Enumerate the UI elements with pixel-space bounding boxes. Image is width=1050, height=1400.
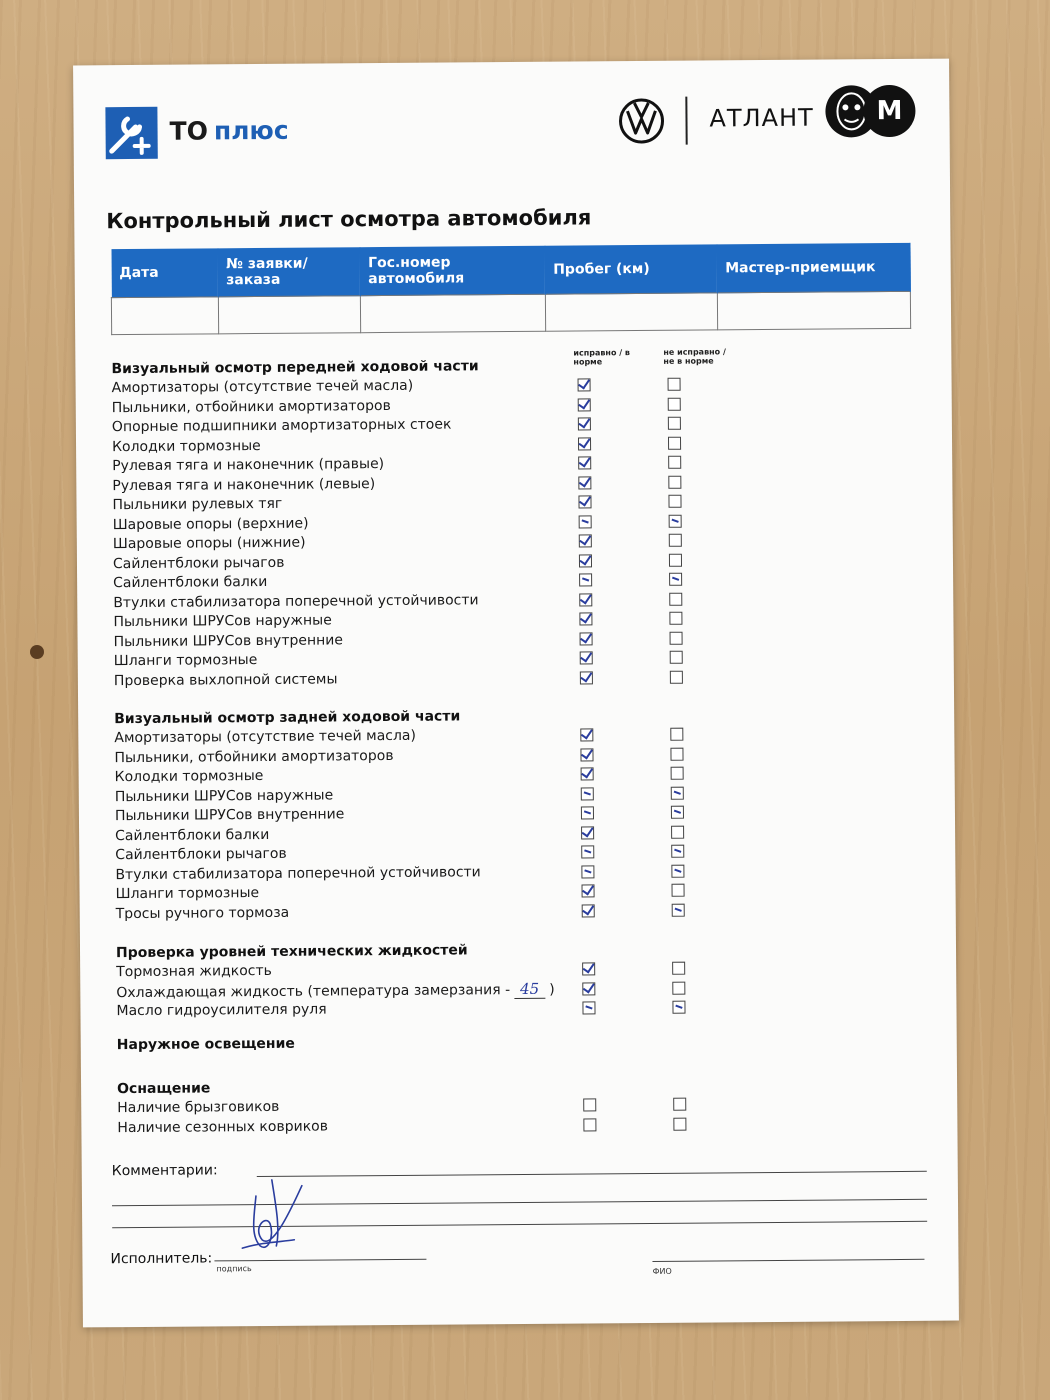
checklist-item-label: Наличие сезонных ковриков bbox=[117, 1117, 329, 1136]
not-ok-checkbox[interactable] bbox=[670, 651, 683, 664]
ok-checkbox[interactable] bbox=[581, 826, 594, 839]
col-service-advisor: Мастер-приемщик bbox=[716, 243, 910, 293]
not-ok-checkbox[interactable] bbox=[673, 1117, 686, 1130]
ok-checkbox[interactable] bbox=[578, 456, 591, 469]
checklist-item-label: Рулевая тяга и наконечник (правые) bbox=[112, 456, 385, 475]
not-ok-checkbox[interactable] bbox=[668, 397, 681, 410]
checklist-section bbox=[114, 703, 896, 924]
checklist-item-label: Шаровые опоры (нижние) bbox=[112, 534, 306, 553]
checklist-item-label: Пыльники ШРУСов внутренние bbox=[113, 631, 344, 650]
checklist-item-label: Пыльники ШРУСов внутренние bbox=[114, 806, 345, 825]
not-ok-checkbox[interactable] bbox=[672, 981, 685, 994]
volkswagen-logo-icon bbox=[617, 97, 665, 145]
checklist-section bbox=[116, 937, 897, 1022]
ok-checkbox[interactable] bbox=[582, 904, 595, 917]
ok-checkbox[interactable] bbox=[578, 495, 591, 508]
col-plate-number: Гос.номер автомобиля bbox=[359, 246, 544, 296]
ok-checkbox[interactable] bbox=[580, 651, 593, 664]
not-ok-checkbox[interactable] bbox=[671, 864, 684, 877]
section-title: Проверка уровней технических жидкостей bbox=[115, 942, 468, 962]
checklist-item-label: Охлаждающая жидкость (температура замерзания - bbox=[116, 981, 511, 1001]
plate-number-field[interactable] bbox=[360, 294, 545, 332]
checklist-item-label: Втулки стабилизатора поперечной устойчивости bbox=[115, 863, 481, 883]
not-ok-checkbox[interactable] bbox=[669, 553, 682, 566]
not-ok-checkbox[interactable] bbox=[672, 1001, 685, 1014]
executor-label: Исполнитель: bbox=[110, 1250, 213, 1268]
to-brand-text: ТО bbox=[169, 116, 209, 146]
checklist-item-label: Сайлентблоки рычагов bbox=[112, 554, 285, 572]
ok-checkbox[interactable] bbox=[579, 573, 592, 586]
section-title: Оснащение bbox=[117, 1080, 211, 1098]
col-date: Дата bbox=[111, 248, 218, 297]
section-title: Визуальный осмотр задней ходовой части bbox=[114, 708, 461, 728]
label-suffix: ) bbox=[549, 981, 555, 998]
ok-checkbox[interactable] bbox=[582, 1001, 595, 1014]
checklist-item-label: Наличие брызговиков bbox=[117, 1098, 280, 1117]
not-ok-checkbox[interactable] bbox=[669, 534, 682, 547]
mileage-field[interactable] bbox=[545, 293, 717, 331]
not-ok-checkbox[interactable] bbox=[668, 495, 681, 508]
freeze-temp-value[interactable]: 45 bbox=[514, 979, 545, 998]
not-ok-checkbox[interactable] bbox=[669, 592, 682, 605]
not-ok-checkbox[interactable] bbox=[668, 417, 681, 430]
name-caption: ФИО bbox=[652, 1266, 672, 1276]
page-title: Контрольный лист осмотра автомобиля bbox=[106, 205, 592, 234]
ok-checkbox[interactable] bbox=[582, 884, 595, 897]
ok-checkbox[interactable] bbox=[580, 728, 593, 741]
ok-checkbox[interactable] bbox=[582, 962, 595, 975]
col-bad-header: не исправно / не в норме bbox=[663, 347, 726, 366]
comments-line-1[interactable] bbox=[257, 1171, 927, 1177]
to-brand-plus-text: плюс bbox=[213, 115, 289, 146]
not-ok-checkbox[interactable] bbox=[670, 631, 683, 644]
not-ok-checkbox[interactable] bbox=[671, 786, 684, 799]
order-number-field[interactable] bbox=[218, 296, 360, 334]
not-ok-checkbox[interactable] bbox=[673, 1098, 686, 1111]
checklist-item-label: Колодки тормозные bbox=[111, 437, 261, 455]
checklist-item-label: Втулки стабилизатора поперечной устойчивости bbox=[113, 591, 479, 611]
section-title: Наружное освещение bbox=[116, 1035, 295, 1054]
checklist-item-label: Пыльники ШРУСов наружные bbox=[113, 612, 332, 631]
col-order-number: № заявки/заказа bbox=[217, 247, 359, 297]
checklist-item-label: Опорные подшипники амортизаторных стоек bbox=[111, 416, 452, 436]
service-advisor-field[interactable] bbox=[717, 291, 911, 330]
checklist-section bbox=[117, 1029, 897, 1055]
checklist-item-label: Шланги тормозные bbox=[115, 885, 260, 903]
ok-checkbox[interactable] bbox=[581, 787, 594, 800]
checklist-item-label: Амортизаторы (отсутствие течей масла) bbox=[111, 377, 414, 397]
checklist-item-label: Рулевая тяга и наконечник (левые) bbox=[112, 475, 376, 494]
not-ok-checkbox[interactable] bbox=[670, 670, 683, 683]
checklist-item-label: Колодки тормозные bbox=[114, 767, 264, 786]
ok-checkbox[interactable] bbox=[580, 671, 593, 684]
ok-checkbox[interactable] bbox=[581, 865, 594, 878]
date-field[interactable] bbox=[111, 297, 218, 335]
ok-checkbox[interactable] bbox=[581, 767, 594, 780]
not-ok-checkbox[interactable] bbox=[669, 573, 682, 586]
not-ok-checkbox[interactable] bbox=[669, 612, 682, 625]
not-ok-checkbox[interactable] bbox=[671, 825, 684, 838]
col-mileage: Пробег (км) bbox=[544, 244, 716, 294]
ok-checkbox[interactable] bbox=[579, 534, 592, 547]
col-ok-header: исправно / в норме bbox=[573, 348, 631, 367]
signature-line[interactable] bbox=[214, 1259, 426, 1262]
checklist-item-label: Пыльники рулевых тяг bbox=[112, 495, 283, 514]
ok-checkbox[interactable] bbox=[578, 437, 591, 450]
ok-checkbox[interactable] bbox=[583, 1098, 596, 1111]
ok-checkbox[interactable] bbox=[579, 612, 592, 625]
checklist-item-label: Сайлентблоки балки bbox=[115, 826, 270, 844]
ok-checkbox[interactable] bbox=[579, 554, 592, 567]
not-ok-checkbox[interactable] bbox=[672, 962, 685, 975]
not-ok-checkbox[interactable] bbox=[672, 884, 685, 897]
not-ok-checkbox[interactable] bbox=[668, 475, 681, 488]
not-ok-checkbox[interactable] bbox=[670, 747, 683, 760]
name-line[interactable] bbox=[652, 1259, 924, 1262]
checklist-item-label: Сайлентблоки рычагов bbox=[115, 845, 287, 864]
checklist-item-label: Тросы ручного тормоза bbox=[115, 904, 290, 922]
ok-checkbox[interactable] bbox=[581, 806, 594, 819]
checklist-item-label: Тормозная жидкость bbox=[116, 962, 272, 981]
signature-caption: подпись bbox=[216, 1264, 252, 1274]
checklist-section bbox=[111, 353, 894, 691]
comments-label: Комментарии: bbox=[111, 1162, 218, 1180]
info-table bbox=[111, 243, 912, 335]
atlant-brand: АТЛАНТ bbox=[709, 103, 814, 133]
not-ok-checkbox[interactable] bbox=[668, 378, 681, 391]
checklist-item-label: Проверка выхлопной системы bbox=[113, 670, 338, 689]
checklist-item-label: Сайлентблоки балки bbox=[113, 573, 268, 592]
inspection-sheet bbox=[73, 59, 959, 1328]
checklist-item-label: Масло гидроусилителя руля bbox=[116, 1001, 327, 1020]
signature-scribble bbox=[232, 1176, 323, 1257]
not-ok-checkbox[interactable] bbox=[672, 903, 685, 916]
logo-divider bbox=[685, 97, 687, 145]
ok-checkbox[interactable] bbox=[582, 982, 595, 995]
ok-checkbox[interactable] bbox=[578, 476, 591, 489]
not-ok-checkbox[interactable] bbox=[671, 845, 684, 858]
not-ok-checkbox[interactable] bbox=[669, 514, 682, 527]
ok-checkbox[interactable] bbox=[578, 417, 591, 430]
checklist-item-label: Пыльники, отбойники амортизаторов bbox=[111, 397, 391, 416]
to-plus-brand bbox=[169, 116, 288, 146]
ok-checkbox[interactable] bbox=[580, 748, 593, 761]
not-ok-checkbox[interactable] bbox=[671, 806, 684, 819]
atlant-m-logo: M bbox=[863, 85, 915, 137]
ok-checkbox[interactable] bbox=[579, 593, 592, 606]
not-ok-checkbox[interactable] bbox=[670, 728, 683, 741]
not-ok-checkbox[interactable] bbox=[668, 456, 681, 469]
ok-checkbox[interactable] bbox=[583, 1118, 596, 1131]
checklist-item-label: Амортизаторы (отсутствие течей масла) bbox=[114, 727, 417, 747]
checklist-item-label: Пыльники, отбойники амортизаторов bbox=[114, 747, 394, 766]
not-ok-checkbox[interactable] bbox=[671, 767, 684, 780]
to-plus-logo-icon bbox=[105, 107, 157, 159]
checklist-section bbox=[117, 1073, 897, 1138]
ok-checkbox[interactable] bbox=[579, 515, 592, 528]
wood-knot bbox=[30, 645, 44, 659]
ok-checkbox[interactable] bbox=[581, 845, 594, 858]
checklist-item-label: Шаровые опоры (верхние) bbox=[112, 515, 309, 533]
ok-checkbox[interactable] bbox=[578, 398, 591, 411]
ok-checkbox[interactable] bbox=[580, 632, 593, 645]
checklist-item-label: Шланги тормозные bbox=[113, 652, 258, 670]
section-title: Визуальный осмотр передней ходовой части bbox=[111, 358, 479, 378]
not-ok-checkbox[interactable] bbox=[668, 436, 681, 449]
ok-checkbox[interactable] bbox=[578, 378, 591, 391]
checklist-item-label: Пыльники ШРУСов наружные bbox=[114, 786, 334, 805]
